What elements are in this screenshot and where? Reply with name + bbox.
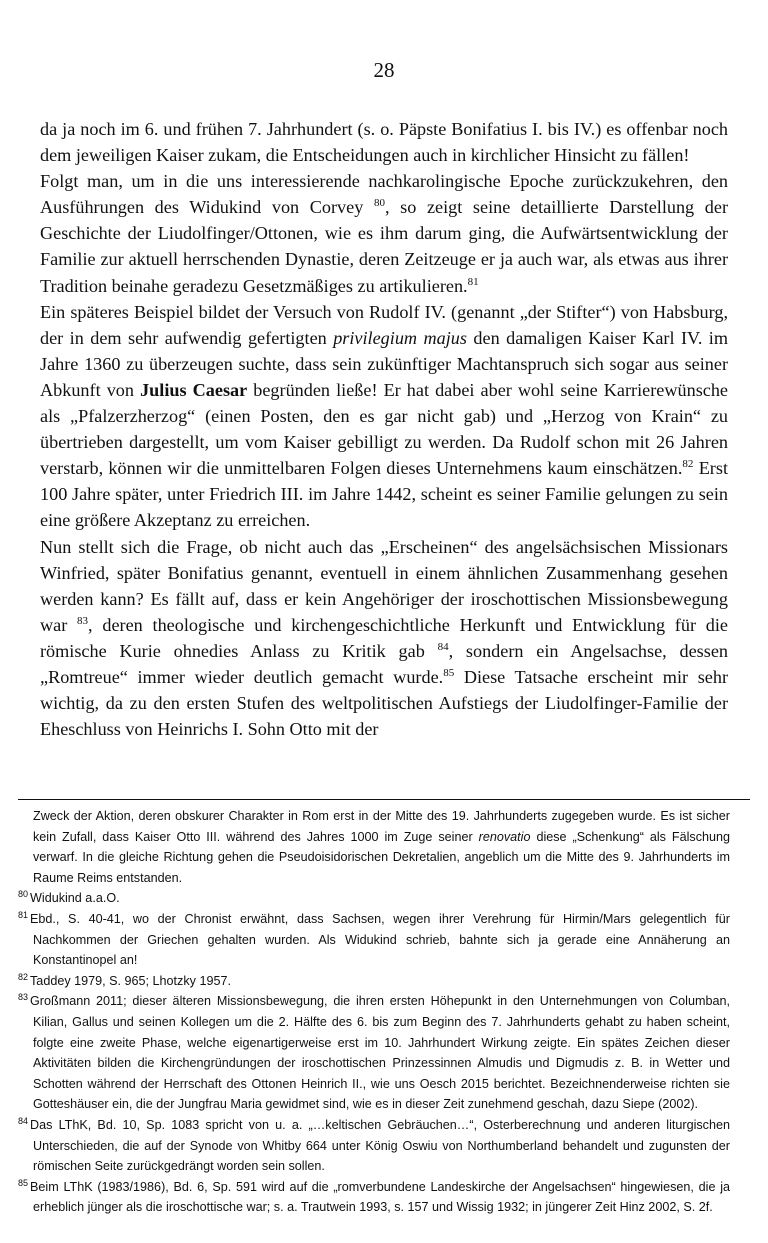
footnote-continuation-text-a: Zweck der Aktion, deren obskurer Charakter in Rom erst in der Mitte des 19. Jahrhunderts zugegeben wurde. Es ist sicher kein Zufall, dass Kaiser Otto III. während des Jahres 1000 im Zuge seiner [33,809,730,844]
bold-term-julius-caesar: Julius Caesar [140,379,248,400]
footnote-84 [18,1115,730,1177]
footnote-divider [18,799,750,800]
footnote-ref-85[interactable]: 85 [443,666,455,679]
footnote-ref-81[interactable]: 81 [467,275,479,288]
main-text [40,116,728,742]
paragraph-3-text-b: den damaligen Kaiser Karl IV. im Jahre 1360 zu überzeugen suchte, dass sein zukünftiger Machtanspruch sich sogar aus seiner Abkunft von [40,327,729,400]
paragraph-1 [40,116,728,168]
italic-term-renovatio: renovatio [478,829,531,844]
footnote-ref-83[interactable]: 83 [77,614,89,627]
footnote-number: 85 [18,1177,29,1188]
footnote-text: Großmann 2011; dieser älteren Missionsbewegung, die ihren ersten Höhepunkt in den Unternehmungen von Columban, Kilian, Gallus und seinen Kollegen um die 2. Hälfte des 6. bis zum Beginn des 7. Jahrhunderts gehabt zu haben scheint, folgte eine zweite Phase, welche eigenartigerweise erst im 10. Jahrhundert Wirkung zeigte. Ein spätes Zeichen dieser Aktivitäten bilden die Kirchengründungen der iroschottischen Prinzessinnen Almudis und Digmudis z. B. in Wetter und Schotten während der Herrschaft des Ottonen Heinrich II., wie uns Oesch 2015 berichtet. Bezeichnenderweise richten sie Gotteshäuser ein, die der Jungfrau Maria gewidmet sind, wie es in dieser Zeit zunehmend geschah, dazu Siepe (2002). [30,994,730,1112]
italic-term-privilegium-majus: privilegium majus [333,327,467,348]
paragraph-4-text-c: , sondern ein Angelsachse, dessen „Romtreue“ immer wieder deutlich gemacht wurde. [40,640,728,687]
paragraph-3-text-c: begründen ließe! Er hat dabei aber wohl seine Karrierewünsche als „Pfalzerzherzog“ (einen Posten, den es gar nicht gab) und „Herzog von Krain“ zu übertrieben dargestellt, um vom Kaiser gebilligt zu werden. Da Rudolf schon mit 26 Jahren verstarb, können wir die unmittelbaren Folgen dieses Unternehmens kaum einschätzen. [40,379,729,479]
footnote-ref-84[interactable]: 84 [437,640,449,653]
footnote-continuation-text-b: diese „Schenkung“ als Fälschung verwarf. In die gleiche Richtung gehen die Pseudoisidorischen Dekretalien, angeblich um die Mitte des 9. Jahrhunderts im Raume Reims entstanden. [33,829,731,885]
footnote-ref-80[interactable]: 80 [373,197,385,210]
footnote-text: Beim LThK (1983/1986), Bd. 6, Sp. 591 wird auf die „romverbundene Landeskirche der Angelsachsen“ hingewiesen, die ja erheblich jünger als die iroschottische war; s. a. Trautwein 1993, s. 157 und Wissig 1932; in jüngerer Zeit Hinz 2002, S. 2f. [30,1179,730,1215]
footnote-text: Taddey 1979, S. 965; Lhotzky 1957. [30,973,231,988]
footnote-85 [18,1177,730,1218]
footnote-number: 80 [18,889,29,900]
footnote-number: 83 [18,992,29,1003]
footnotes [18,806,730,1218]
footnote-81 [18,909,730,971]
page-number: 28 [373,58,395,82]
footnote-82 [18,971,730,992]
footnote-continuation [18,806,730,888]
paragraph-4-text-d: Diese Tatsache erscheint mir sehr wichtig, da zu den ersten Stufen des weltpolitischen Aufstiegs der Liudolfinger-Familie der Eheschluss von Heinrichs I. Sohn Otto mit der [40,666,728,740]
paragraph-4 [40,534,728,743]
footnote-number: 82 [18,971,29,982]
footnote-83 [18,991,730,1115]
paragraph-4-text-b: , deren theologische und kirchengeschichtliche Herkunft und Entwicklung für die römische Kurie ohnedies Anlass zu Kritik gab [40,614,729,661]
footnote-text: Widukind a.a.O. [30,891,120,906]
footnote-number: 81 [18,909,29,920]
paragraph-3-text-d: Erst 100 Jahre später, unter Friedrich III. im Jahre 1442, scheint es seiner Familie gelungen zu sein eine größere Akzeptanz zu erreichen. [40,458,728,531]
paragraph-2-text-a: Folgt man, um in die uns interessierende nachkarolingische Epoche zurückzukehren, den Ausführungen des Widukind von Corvey [40,171,728,218]
paragraph-4-text-a: Nun stellt sich die Frage, ob nicht auch das „Erscheinen“ des angelsächsischen Missionars Winfried, später Bonifatius genannt, eventuell in einem ähnlichen Zusammenhang gesehen werden kann? Es fällt auf, dass er kein Angehöriger der iroschottischen Missionsbewegung war [40,536,728,635]
paragraph-3 [40,299,728,534]
footnote-80 [18,888,730,909]
footnote-text: Das LThK, Bd. 10, Sp. 1083 spricht von u. a. „…keltischen Gebräuchen…“, Osterberechnung und anderen liturgischen Unterschieden, die auf der Synode von Whitby 664 unter König Oswiu von Northumberland behandelt und zugunsten der römischen Seite zurückgedrängt worden sein sollen. [30,1117,730,1174]
footnote-ref-82[interactable]: 82 [682,458,694,471]
paragraph-2-text-b: , so zeigt seine detaillierte Darstellung der Geschichte der Liudolfinger/Ottonen, wie es ihm darum ging, die Aufwärtsentwicklung der Familie zur aktuell herrschenden Dynastie, deren Zeitzeuge er ja auch war, als etwas aus ihrer Tradition beinahe geradezu Gesetzmäßiges zu artikulieren. [40,197,729,296]
paragraph-1-text: da ja noch im 6. und frühen 7. Jahrhundert (s. o. Päpste Bonifatius I. bis IV.) es offenbar noch dem jeweiligen Kaiser zukam, die Entscheidungen auch in kirchlicher Hinsicht zu fällen! [40,119,728,166]
paragraph-2 [40,168,728,298]
footnote-text: Ebd., S. 40-41, wo der Chronist erwähnt, dass Sachsen, wegen ihrer Verehrung für Hirmin/Mars gelegentlich für Nachkommen der Griechen gehalten wurden. Als Widukind schrieb, bahnte sich ja gerade eine Annäherung an Konstantinopel an! [30,911,730,968]
footnote-number: 84 [18,1115,29,1126]
paragraph-3-text-a: Ein späteres Beispiel bildet der Versuch von Rudolf IV. (genannt „der Stifter“) von Habsburg, der in dem sehr aufwendig gefertigten [40,301,728,348]
